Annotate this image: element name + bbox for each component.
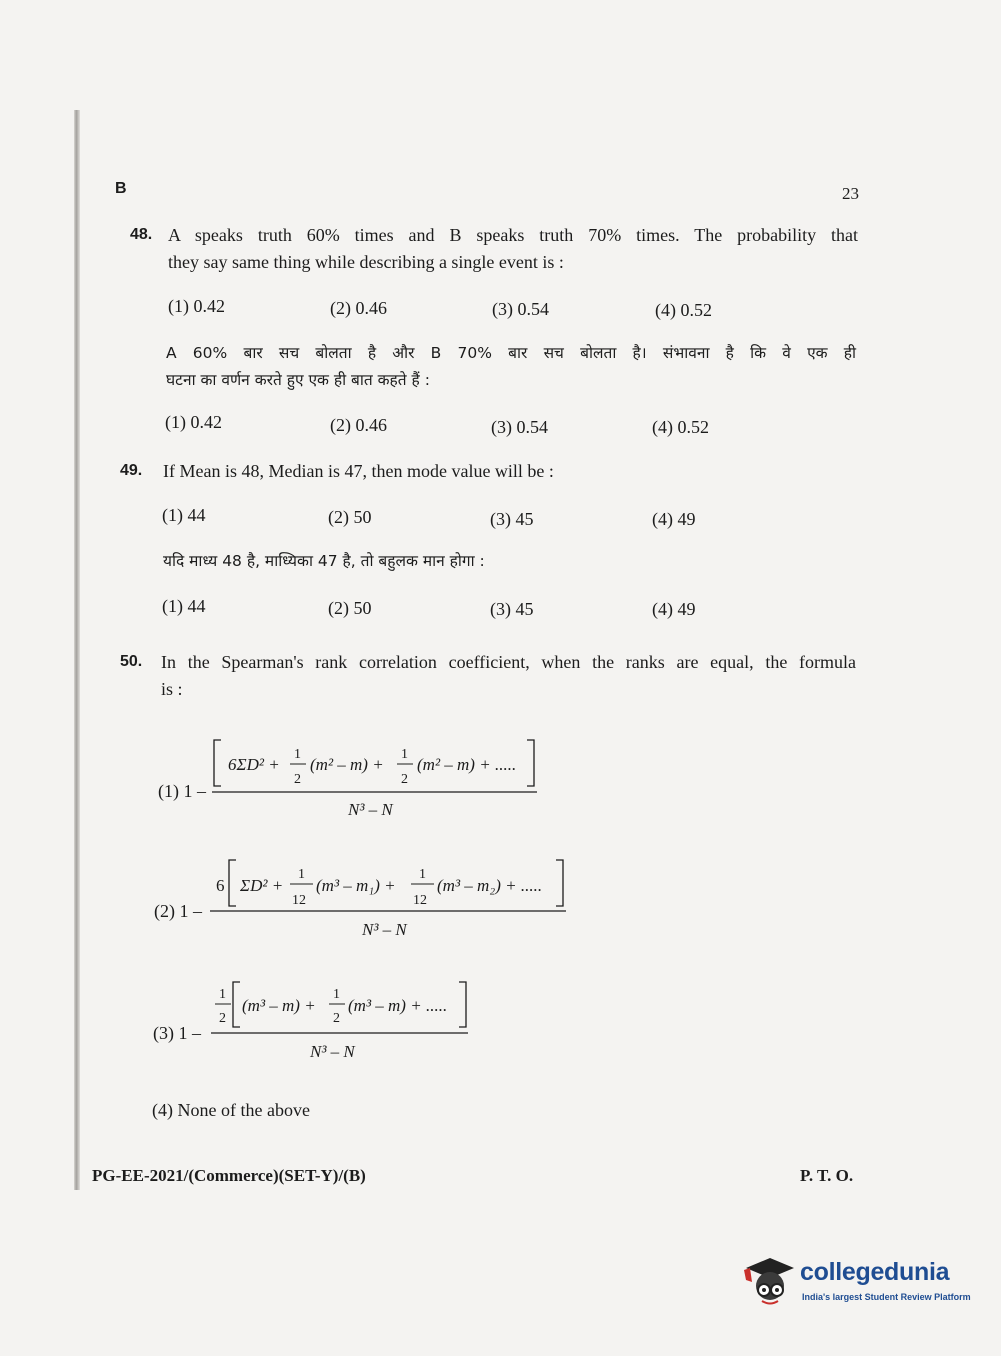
formula-1-label: (1) 1 – [158, 781, 206, 801]
formula-option-2 [154, 860, 566, 939]
logo-tagline: India's largest Student Review Platform [802, 1292, 971, 1302]
paper-code: PG-EE-2021/(Commerce)(SET-Y)/(B) [92, 1166, 366, 1185]
q48-hindi-option-4: (4) 0.52 [652, 417, 709, 437]
question-50-line1: In the Spearman's rank correlation coefficient, when the ranks are equal, the formula [161, 652, 856, 672]
formula-2-label: (2) 1 – [154, 901, 202, 921]
formula-2-frac2-num: 1 [419, 867, 426, 882]
question-48-line2: they say same thing while describing a single event is : [168, 252, 564, 272]
formula-1-frac1-den: 2 [294, 772, 301, 787]
question-49-text-hi: यदि माध्य 48 है, माध्यिका 47 है, तो बहुलक मान होगा : [163, 552, 485, 570]
page-number: 23 [842, 184, 859, 203]
formula-3-frac-den: 2 [333, 1011, 340, 1026]
formula-2-coefficient: 6 [216, 876, 225, 895]
formula-option-3 [153, 982, 468, 1061]
collegedunia-logo [742, 1252, 972, 1312]
set-letter: B [115, 180, 127, 197]
formula-3-label: (3) 1 – [153, 1023, 201, 1043]
formula-option-1 [158, 740, 537, 819]
q48-option-3: (3) 0.54 [492, 299, 549, 319]
q49-hindi-option-2: (2) 50 [328, 598, 372, 618]
pto-note: P. T. O. [800, 1166, 854, 1185]
formula-1-frac2-num: 1 [401, 747, 408, 762]
formula-1-term2: (m² – m) + ..... [417, 755, 517, 774]
formula-2-term1: (m³ – m₁) + [316, 876, 396, 895]
formula-option-4: (4) None of the above [152, 1100, 310, 1120]
formula-1-term1: (m² – m) + [310, 755, 384, 774]
q48-hindi-option-3: (3) 0.54 [491, 417, 548, 437]
formula-3-term2: (m³ – m) + ..... [348, 996, 448, 1015]
graduate-mascot-icon [742, 1252, 798, 1308]
q48-option-4: (4) 0.52 [655, 300, 712, 320]
q49-hindi-option-4: (4) 49 [652, 599, 696, 619]
formula-3-term1: (m³ – m) + [242, 996, 316, 1015]
formula-2-frac1-den: 12 [292, 893, 306, 908]
formula-3-denominator: N³ – N [310, 1042, 355, 1061]
formula-2-frac2-den: 12 [413, 893, 427, 908]
formula-1-sum-term: 6ΣD² + [228, 755, 280, 774]
question-50-number: 50. [120, 653, 143, 670]
q49-option-2: (2) 50 [328, 507, 372, 527]
formula-1-frac1-num: 1 [294, 747, 301, 762]
q48-hindi-option-2: (2) 0.46 [330, 415, 387, 435]
formula-3-lead-num: 1 [219, 987, 226, 1002]
question-49-number: 49. [120, 462, 143, 479]
question-48-line1: A speaks truth 60% times and B speaks truth 70% times. The probability that [168, 225, 858, 245]
formula-1-frac2-den: 2 [401, 772, 408, 787]
formula-3-frac-num: 1 [333, 987, 340, 1002]
question-49-text-en: If Mean is 48, Median is 47, then mode value will be : [163, 461, 554, 481]
q49-hindi-option-3: (3) 45 [490, 599, 534, 619]
q49-option-3: (3) 45 [490, 509, 534, 529]
formula-2-denominator: N³ – N [362, 920, 407, 939]
q48-hindi-option-1: (1) 0.42 [165, 412, 222, 432]
formula-2-term2: (m³ – m₂) + ..... [437, 876, 543, 895]
question-48-hindi-line2: घटना का वर्णन करते हुए एक ही बात कहते हैं : [166, 371, 430, 389]
q49-option-1: (1) 44 [162, 505, 206, 525]
formula-1-denominator: N³ – N [348, 800, 393, 819]
question-50-line2: is : [161, 679, 183, 699]
question-48-number: 48. [130, 226, 153, 243]
q48-option-1: (1) 0.42 [168, 296, 225, 316]
q49-hindi-option-1: (1) 44 [162, 596, 206, 616]
q49-option-4: (4) 49 [652, 509, 696, 529]
q48-option-2: (2) 0.46 [330, 298, 387, 318]
question-48-hindi-line1: A 60% बार सच बोलता है और B 70% बार सच बोलता है। संभावना है कि वे एक ही [166, 344, 856, 362]
logo-wordmark: collegedunia [800, 1258, 950, 1286]
formula-3-lead-den: 2 [219, 1011, 226, 1026]
formula-2-frac1-num: 1 [298, 867, 305, 882]
formula-2-sum-term: ΣD² + [240, 876, 284, 895]
